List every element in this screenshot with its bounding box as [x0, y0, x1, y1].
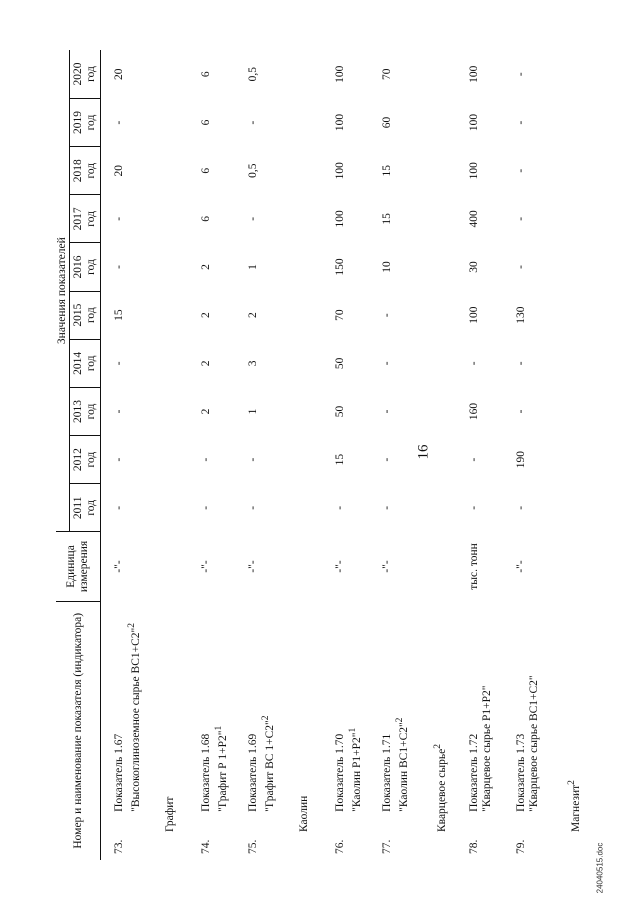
value-cell: 6	[200, 119, 213, 126]
value-cell: -	[468, 505, 481, 510]
value-cell: -	[113, 505, 126, 510]
footnote-mark: 1	[213, 725, 225, 731]
unit-cell: -"-	[247, 560, 260, 573]
value-cell: 20	[113, 164, 126, 177]
value-cell: 1	[247, 408, 260, 415]
value-cell: 0,5	[247, 67, 260, 82]
table-row	[325, 50, 372, 860]
value-cell: -	[113, 120, 126, 125]
row-number: 75.	[247, 839, 260, 854]
section-label: Магнезит	[570, 784, 583, 832]
indicator-code: Показатель 1.71	[381, 733, 394, 812]
year-suffix: год	[85, 355, 98, 372]
value-cell: 190	[515, 451, 528, 469]
indicator-title	[481, 603, 494, 812]
value-cell: 6	[200, 215, 213, 222]
year-header	[70, 243, 101, 291]
year-suffix: год	[85, 403, 98, 420]
row-number: 73.	[113, 839, 126, 854]
indicator-title	[528, 603, 541, 812]
value-cell: 1	[247, 264, 260, 270]
indicator-title	[126, 603, 143, 812]
table-row	[459, 50, 506, 860]
value-cell: 50	[334, 357, 347, 370]
value-cell: -	[515, 168, 528, 173]
year-number: 2017	[72, 207, 84, 231]
indicator-code: Показатель 1.73	[515, 733, 528, 812]
year-number: 2020	[72, 62, 84, 86]
value-cell: 60	[381, 116, 394, 129]
value-cell: -	[381, 313, 394, 318]
indicator-title-text: "Высокоглиноземное сырье ВС1+С2"	[130, 627, 143, 812]
section-label: Каолин	[298, 795, 311, 832]
value-cell: 100	[468, 65, 481, 83]
value-cell: 15	[381, 164, 394, 177]
year-header	[70, 50, 101, 98]
row-number: 78.	[468, 839, 481, 854]
column-header-values: Значения показателей	[56, 50, 70, 532]
indicator-title-text: "Каолин Р1+Р2"	[351, 732, 364, 812]
value-cell: -	[247, 216, 260, 221]
unit-cell: -"-	[200, 560, 213, 573]
value-cell: -	[515, 72, 528, 77]
year-suffix: год	[85, 307, 98, 324]
value-cell: 150	[334, 258, 347, 276]
year-suffix: год	[85, 114, 98, 131]
indicator-name	[325, 601, 372, 814]
value-cell: 0,5	[247, 163, 260, 178]
value-cell: -	[334, 505, 347, 510]
year-header	[70, 436, 101, 484]
row-number: 79.	[515, 839, 528, 854]
document-table-rotated	[56, 50, 616, 860]
indicator-name	[459, 601, 506, 814]
value-cell: -	[113, 361, 126, 366]
value-cell: 2	[200, 264, 213, 270]
unit-cell: -"-	[381, 560, 394, 573]
value-cell: 30	[468, 261, 481, 273]
value-cell: -	[381, 457, 394, 462]
year-header	[70, 339, 101, 387]
section-cell	[419, 50, 459, 860]
section-row	[285, 50, 325, 860]
section-row	[419, 50, 459, 860]
value-cell: -	[381, 361, 394, 366]
value-cell: -	[515, 120, 528, 125]
footnote-mark: 1	[347, 727, 359, 733]
row-number: 76.	[334, 839, 347, 854]
indicator-title	[347, 603, 364, 812]
year-header	[70, 291, 101, 339]
section-row	[553, 50, 593, 860]
table-row	[506, 50, 553, 860]
value-cell: -	[113, 457, 126, 462]
value-cell: 15	[113, 309, 126, 321]
value-cell: -	[113, 409, 126, 414]
year-suffix: год	[85, 451, 98, 468]
section-cell	[285, 50, 325, 860]
indicator-title-text: "Графит ВС 1+С2"	[264, 720, 277, 812]
section-label: Графит	[164, 796, 177, 832]
row-number: 77.	[381, 839, 394, 854]
table-row	[101, 50, 152, 860]
year-number: 2014	[72, 351, 84, 375]
value-cell: 130	[515, 306, 528, 324]
value-cell: 100	[334, 210, 347, 228]
column-header-name: Номер и наименование показателя (индикатора)	[56, 601, 101, 860]
value-cell: -	[515, 216, 528, 221]
value-cell: -	[468, 457, 481, 462]
table-row	[372, 50, 419, 860]
section-row	[151, 50, 191, 860]
year-header	[70, 98, 101, 146]
value-cell: 100	[468, 306, 481, 324]
year-suffix: год	[85, 259, 98, 275]
value-cell: 400	[468, 210, 481, 228]
footnote-mark: 2	[566, 780, 578, 785]
table-row	[238, 50, 285, 860]
value-cell: -	[381, 505, 394, 510]
value-cell: 20	[113, 68, 126, 80]
indicator-title-text: "Кварцевое сырье Р1+Р2"	[481, 685, 494, 812]
value-cell: 100	[468, 113, 481, 132]
unit-cell: -"-	[334, 560, 347, 573]
value-cell: -	[515, 505, 528, 510]
year-number: 2011	[72, 496, 84, 520]
table-body	[101, 50, 594, 860]
value-cell: 6	[200, 167, 213, 174]
footnote-mark: 2	[394, 717, 406, 723]
indicator-code: Показатель 1.69	[247, 733, 260, 812]
section-label: Кварцевое сырье	[436, 748, 449, 832]
footnote-mark: 2	[260, 715, 272, 721]
value-cell: 70	[334, 309, 347, 321]
year-header	[70, 147, 101, 195]
value-cell: 100	[334, 65, 347, 83]
value-cell: -	[247, 457, 260, 462]
indicator-title	[394, 603, 411, 812]
value-cell: 70	[381, 68, 394, 80]
value-cell: 100	[468, 162, 481, 180]
unit-cell: тыс. тонн	[468, 543, 481, 590]
unit-cell: -"-	[515, 560, 528, 573]
table-row	[191, 50, 238, 860]
footnote-mark: 2	[432, 743, 444, 749]
value-cell: -	[381, 409, 394, 414]
value-cell: 6	[200, 71, 213, 78]
unit-cell: -"-	[113, 560, 126, 573]
value-cell: 100	[334, 113, 347, 132]
value-cell: -	[468, 361, 481, 366]
year-number: 2015	[72, 303, 84, 327]
footer-filename: 24040515.doc	[595, 842, 605, 894]
value-cell: 2	[200, 360, 213, 367]
value-cell: -	[247, 505, 260, 510]
indicator-title-text: "Графит Р 1+Р2"	[217, 730, 230, 812]
indicator-name	[101, 601, 152, 814]
column-header-unit: Единица измерения	[56, 532, 101, 601]
row-number: 74.	[200, 839, 213, 854]
year-suffix: год	[85, 499, 98, 516]
value-cell: -	[515, 265, 528, 269]
value-cell: 160	[468, 402, 481, 421]
indicator-code: Показатель 1.70	[334, 733, 347, 812]
indicator-title	[260, 603, 277, 812]
indicator-title-text: "Каолин ВС1+С2"	[398, 722, 411, 812]
indicator-name	[238, 601, 285, 814]
indicator-name	[191, 601, 238, 814]
year-number: 2016	[72, 255, 84, 279]
footnote-mark: 2	[126, 622, 138, 628]
value-cell: -	[200, 457, 213, 462]
value-cell: 2	[247, 312, 260, 319]
indicator-code: Показатель 1.68	[200, 733, 213, 812]
value-cell: 2	[200, 408, 213, 415]
value-cell: 3	[247, 360, 260, 367]
value-cell: -	[515, 361, 528, 366]
year-number: 2019	[72, 111, 84, 135]
year-suffix: год	[85, 211, 98, 227]
indicator-name	[372, 601, 419, 814]
value-cell: 2	[200, 312, 213, 319]
indicator-name	[506, 601, 553, 814]
indicator-title	[213, 603, 230, 812]
year-suffix: год	[85, 66, 98, 82]
value-cell: -	[515, 409, 528, 414]
year-header	[70, 484, 101, 532]
value-cell: -	[113, 216, 126, 221]
year-suffix: год	[85, 162, 98, 179]
value-cell: -	[247, 120, 260, 125]
year-number: 2018	[72, 159, 84, 183]
section-cell	[553, 50, 593, 860]
year-header	[70, 387, 101, 435]
value-cell: 15	[381, 213, 394, 225]
section-cell	[151, 50, 191, 860]
indicators-table	[56, 50, 593, 860]
value-cell: 10	[381, 261, 394, 273]
indicator-title-text: "Кварцевое сырье ВС1+С2"	[528, 675, 541, 812]
value-cell: 15	[334, 453, 347, 466]
year-header	[70, 195, 101, 243]
indicator-code: Показатель 1.72	[468, 733, 481, 812]
page-number: 16	[415, 444, 432, 460]
indicator-code: Показатель 1.67	[113, 733, 126, 812]
value-cell: -	[200, 505, 213, 510]
value-cell: 100	[334, 162, 347, 180]
year-number: 2013	[72, 399, 84, 423]
year-number: 2012	[72, 448, 84, 472]
value-cell: 50	[334, 405, 347, 418]
value-cell: -	[113, 265, 126, 269]
